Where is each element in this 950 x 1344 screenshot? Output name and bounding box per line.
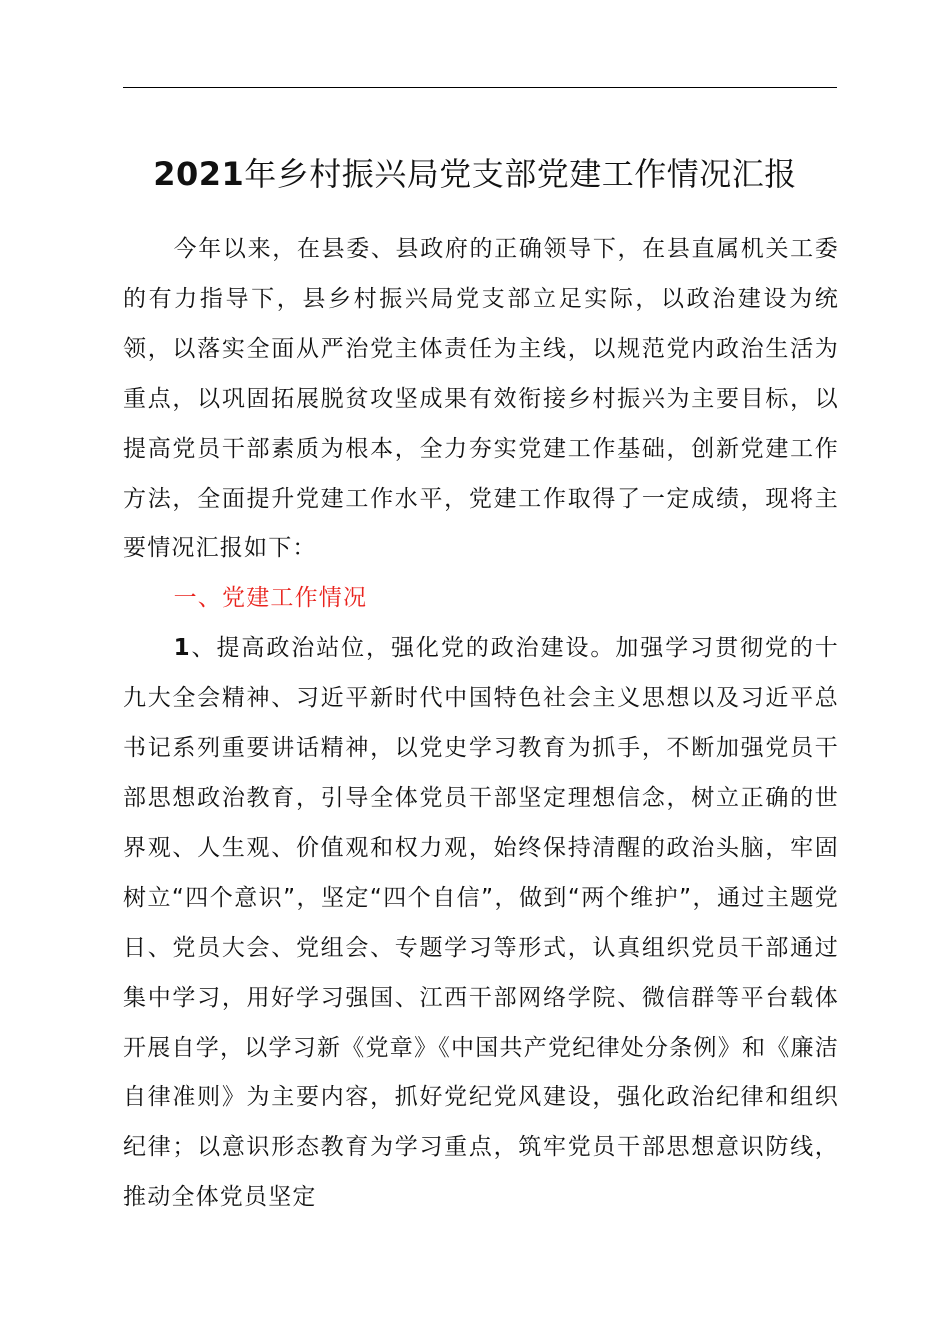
document-title bbox=[0, 150, 950, 198]
item-text: 、提高政治站位，强化党的政治建设。加强学习贯彻党的十九大全会精神、习近平新时代中国特色社会主义思想以及习近平总书记系列重要讲话精神，以党史学习教育为抓手，不断加强党员干部思想政治教育，引导全体党员干部坚定理想信念，树立正确的世界观、人生观、价值观和权力观，始终保持清醒的政治头脑，牢固树立“四个意识”，坚定“四个自信”，做到“两个维护”，通过主题党日、党员大会、党组会、专题学习等形式，认真组织党员干部通过集中学习，用好学习强国、江西干部网络学院、微信群等平台载体开展自学，以学习新《党章》《中国共产党纪律处分条例》和《廉洁自律准则》为主要内容，抓好党纪党风建设，强化政治纪律和组织纪律；以意识形态教育为学习重点，筑牢党员干部思想意识防线，推动全体党员坚定 bbox=[123, 635, 839, 1211]
item-paragraph-1 bbox=[123, 624, 839, 1223]
document-body bbox=[123, 225, 839, 1223]
item-number: 1 bbox=[173, 635, 191, 662]
title-year: 2021 bbox=[153, 155, 245, 193]
title-text: 年乡村振兴局党支部党建工作情况汇报 bbox=[244, 155, 797, 193]
header-rule bbox=[123, 87, 837, 88]
intro-paragraph: 今年以来，在县委、县政府的正确领导下，在县直属机关工委的有力指导下，县乡村振兴局党支部立足实际，以政治建设为统领，以落实全面从严治党主体责任为主线，以规范党内政治生活为重点，以巩固拓展脱贫攻坚成果有效衔接乡村振兴为主要目标，以提高党员干部素质为根本，全力夯实党建工作基础，创新党建工作方法，全面提升党建工作水平，党建工作取得了一定成绩，现将主要情况汇报如下： bbox=[123, 236, 839, 562]
section-heading-1: 一、党建工作情况 bbox=[173, 585, 368, 612]
